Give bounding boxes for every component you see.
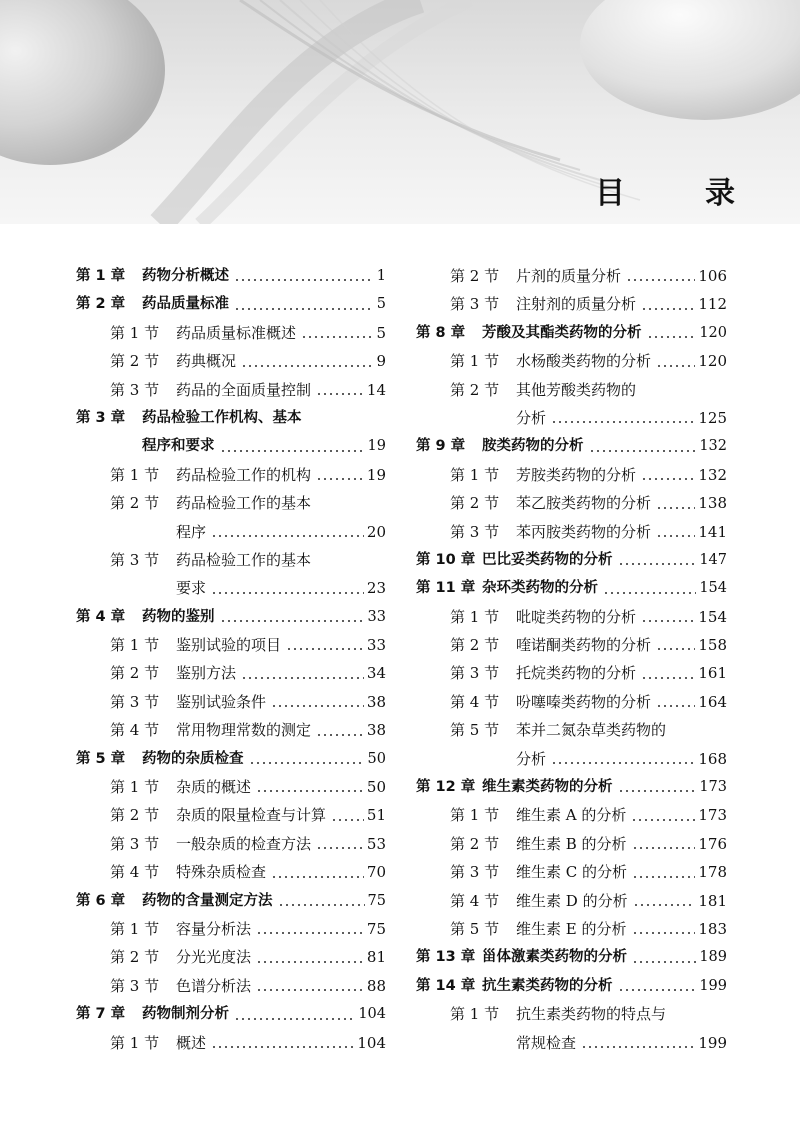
leader-dots	[618, 563, 697, 565]
entry-number: 第 10 章	[416, 551, 476, 568]
entry-title: 药品质量标准概述	[176, 323, 297, 342]
leader-dots	[632, 876, 695, 878]
page-number: 88	[366, 976, 386, 995]
page-number: 33	[366, 636, 386, 655]
entry-title: 色谱分析法	[176, 976, 252, 995]
entry-number: 第 3 节	[110, 380, 160, 399]
leader-dots	[211, 1046, 354, 1048]
entry-title: 片剂的质量分析	[516, 266, 622, 285]
entry-title: 甾体激素类药物的分析	[482, 949, 627, 966]
page-number: 5	[376, 296, 386, 313]
title-char-1: 目	[595, 176, 625, 211]
entry-number: 第 1 节	[450, 1005, 500, 1024]
entry-number: 第 2 节	[450, 636, 500, 655]
entry-number: 第 7 章	[76, 1006, 126, 1023]
toc-section-entry[interactable]	[416, 290, 727, 318]
toc-section-entry[interactable]	[416, 688, 727, 716]
toc-chapter-entry[interactable]	[416, 773, 727, 801]
entry-title: 维生素 E 的分析	[516, 919, 627, 938]
leader-dots	[656, 535, 695, 537]
toc-section-entry[interactable]	[416, 915, 727, 943]
toc-section-entry[interactable]	[76, 830, 386, 858]
toc-section-entry[interactable]	[416, 347, 727, 375]
toc-section-entry[interactable]	[416, 1029, 727, 1057]
page-number: 75	[367, 892, 386, 909]
entry-title: 杂质的概述	[176, 778, 252, 797]
entry-title: 吩噻嗪类药物的分析	[516, 692, 652, 711]
page-number: 181	[698, 891, 727, 910]
toc-section-entry[interactable]	[76, 1029, 386, 1057]
page-number: 81	[366, 948, 386, 967]
entry-number: 第 12 章	[416, 779, 476, 796]
page-number: 50	[366, 778, 386, 797]
toc-chapter-entry[interactable]	[416, 574, 727, 602]
entry-number: 第 1 节	[450, 465, 500, 484]
entry-title: 维生素 C 的分析	[516, 863, 628, 882]
entry-title: 容量分析法	[176, 919, 252, 938]
toc-chapter-entry[interactable]	[416, 546, 727, 574]
entry-title: 程序和要求	[142, 438, 215, 455]
toc-section-entry[interactable]	[76, 972, 386, 1000]
entry-title: 药品检验工作的基本	[176, 494, 312, 513]
leader-dots	[249, 762, 365, 764]
page-number: 161	[698, 664, 727, 683]
entry-title: 芳酸及其酯类药物的分析	[482, 324, 642, 341]
toc-section-entry[interactable]	[416, 887, 727, 915]
leader-dots	[632, 961, 696, 963]
page-number: 164	[698, 692, 727, 711]
entry-number: 第 5 章	[76, 750, 126, 767]
leader-dots	[278, 904, 365, 906]
toc-section-entry[interactable]	[76, 489, 386, 517]
page-number: 50	[367, 750, 386, 767]
toc-section-entry[interactable]	[416, 830, 727, 858]
leader-dots	[220, 620, 365, 622]
toc-title	[595, 165, 735, 215]
page-number: 183	[698, 919, 727, 938]
entry-number: 第 2 节	[450, 380, 500, 399]
entry-title: 胺类药物的分析	[482, 438, 584, 455]
leader-dots	[618, 989, 697, 991]
entry-number: 第 1 节	[450, 352, 500, 371]
toc-section-entry[interactable]	[76, 915, 386, 943]
entry-number: 第 2 节	[110, 352, 160, 371]
entry-title: 芳胺类药物的分析	[516, 465, 637, 484]
leader-dots	[316, 847, 364, 849]
toc-section-entry[interactable]	[76, 801, 386, 829]
leader-dots	[271, 705, 364, 707]
toc-section-entry[interactable]	[416, 489, 727, 517]
page-number: 70	[366, 863, 386, 882]
toc-right-column	[416, 262, 727, 1057]
entry-title: 特殊杂质检查	[176, 863, 267, 882]
page-number: 189	[699, 949, 727, 966]
toc-section-entry[interactable]	[76, 858, 386, 886]
page-number: 125	[698, 408, 727, 427]
entry-number: 第 1 节	[450, 806, 500, 825]
page-number: 120	[699, 324, 727, 341]
entry-number: 第 2 节	[110, 664, 160, 683]
toc-section-entry[interactable]	[416, 376, 727, 404]
toc-chapter-entry[interactable]	[76, 887, 386, 915]
entry-number: 第 4 节	[110, 863, 160, 882]
entry-number: 第 1 节	[110, 1033, 160, 1052]
page-number: 23	[366, 579, 386, 598]
leader-dots	[316, 478, 364, 480]
toc-section-entry[interactable]	[76, 773, 386, 801]
leader-dots	[647, 336, 697, 338]
entry-number: 第 5 节	[450, 721, 500, 740]
toc-chapter-entry[interactable]	[416, 319, 727, 347]
leader-dots	[256, 961, 364, 963]
page-number: 178	[698, 863, 727, 882]
toc-section-entry[interactable]	[76, 688, 386, 716]
entry-number: 第 5 节	[450, 919, 500, 938]
leader-dots	[551, 762, 695, 764]
leader-dots	[589, 450, 697, 452]
page-number: 106	[698, 266, 727, 285]
entry-number: 第 2 节	[110, 948, 160, 967]
entry-number: 第 4 章	[76, 608, 126, 625]
entry-title: 鉴别方法	[176, 664, 237, 683]
toc-section-entry[interactable]	[416, 1000, 727, 1028]
leader-dots	[211, 535, 364, 537]
entry-title: 吡啶类药物的分析	[516, 607, 637, 626]
toc-chapter-entry[interactable]	[76, 404, 386, 432]
leader-dots	[241, 365, 373, 367]
entry-number: 第 3 节	[110, 692, 160, 711]
toc-section-entry[interactable]	[76, 319, 386, 347]
leader-dots	[551, 421, 695, 423]
page-number: 19	[366, 465, 386, 484]
entry-number: 第 8 章	[416, 324, 466, 341]
entry-number: 第 1 章	[76, 267, 126, 284]
toc-chapter-entry[interactable]	[76, 603, 386, 631]
page-number: 173	[699, 779, 727, 796]
page-number: 51	[366, 806, 386, 825]
toc-chapter-entry[interactable]	[76, 290, 386, 318]
entry-number: 第 3 节	[450, 863, 500, 882]
toc-section-entry[interactable]	[76, 376, 386, 404]
toc-left-column	[76, 262, 386, 1057]
leader-dots	[641, 478, 695, 480]
toc-section-entry[interactable]	[76, 574, 386, 602]
leader-dots	[301, 336, 373, 338]
entry-title: 药物制剂分析	[142, 1006, 229, 1023]
entry-number: 第 1 节	[110, 919, 160, 938]
toc-section-entry[interactable]	[416, 801, 727, 829]
page-number: 75	[366, 919, 386, 938]
leader-dots	[632, 932, 696, 934]
entry-number: 第 4 节	[450, 891, 500, 910]
leader-dots	[286, 648, 364, 650]
entry-title: 分析	[516, 749, 547, 768]
entry-title: 药物的含量测定方法	[142, 892, 273, 909]
leader-dots	[603, 592, 696, 594]
toc-chapter-entry[interactable]	[76, 432, 386, 460]
leader-dots	[641, 677, 695, 679]
page-number: 154	[698, 607, 727, 626]
entry-title: 水杨酸类药物的分析	[516, 352, 652, 371]
leader-dots	[656, 365, 695, 367]
toc-section-entry[interactable]	[416, 659, 727, 687]
entry-number: 第 1 节	[110, 636, 160, 655]
entry-title: 药物的杂质检查	[142, 750, 244, 767]
entry-title: 鉴别试验条件	[176, 692, 267, 711]
entry-title: 药物的鉴别	[142, 608, 215, 625]
entry-number: 第 1 节	[110, 778, 160, 797]
page-number: 138	[698, 494, 727, 513]
toc-section-entry[interactable]	[416, 745, 727, 773]
entry-number: 第 3 节	[450, 522, 500, 541]
entry-title: 维生素 D 的分析	[516, 891, 628, 910]
page-number: 176	[698, 834, 727, 853]
entry-number: 第 11 章	[416, 580, 476, 597]
entry-number: 第 3 节	[110, 976, 160, 995]
toc-section-entry[interactable]	[416, 716, 727, 744]
toc-chapter-entry[interactable]	[416, 943, 727, 971]
leader-dots	[656, 705, 695, 707]
entry-title: 程序	[176, 522, 207, 541]
page-number: 168	[698, 749, 727, 768]
entry-number: 第 2 节	[450, 834, 500, 853]
entry-title: 药品检验工作的机构	[176, 465, 312, 484]
toc-section-entry[interactable]	[76, 943, 386, 971]
leader-dots	[234, 279, 374, 281]
entry-title: 维生素类药物的分析	[482, 779, 613, 796]
page-number: 19	[367, 438, 386, 455]
leader-dots	[656, 507, 695, 509]
entry-number: 第 3 节	[450, 295, 500, 314]
leader-dots	[626, 279, 695, 281]
toc-section-entry[interactable]	[76, 461, 386, 489]
entry-title: 杂质的限量检查与计算	[176, 806, 327, 825]
entry-title: 分光光度法	[176, 948, 252, 967]
toc-section-entry[interactable]	[76, 518, 386, 546]
entry-title: 药品检验工作的基本	[176, 550, 312, 569]
leader-dots	[632, 847, 696, 849]
entry-title: 要求	[176, 579, 207, 598]
page-number: 14	[366, 380, 386, 399]
leader-dots	[234, 1018, 355, 1020]
leader-dots	[271, 876, 364, 878]
entry-title: 巴比妥类药物的分析	[482, 551, 613, 568]
leader-dots	[256, 989, 364, 991]
leader-dots	[656, 648, 695, 650]
toc-section-entry[interactable]	[416, 262, 727, 290]
toc-section-entry[interactable]	[416, 404, 727, 432]
leader-dots	[581, 1046, 695, 1048]
page-number: 1	[376, 267, 386, 284]
entry-number: 第 4 节	[450, 692, 500, 711]
entry-title: 其他芳酸类药物的	[516, 380, 637, 399]
entry-number: 第 4 节	[110, 721, 160, 740]
toc-section-entry[interactable]	[416, 461, 727, 489]
toc-section-entry[interactable]	[76, 631, 386, 659]
entry-number: 第 2 节	[110, 806, 160, 825]
page-number: 132	[698, 465, 727, 484]
leader-dots	[256, 932, 364, 934]
entry-title: 分析	[516, 408, 547, 427]
page-number: 38	[366, 692, 386, 711]
toc-section-entry[interactable]	[416, 631, 727, 659]
entry-title: 抗生素类药物的分析	[482, 977, 613, 994]
toc-section-entry[interactable]	[76, 347, 386, 375]
title-char-2: 录	[705, 176, 735, 211]
page-number: 38	[366, 721, 386, 740]
page-number: 33	[367, 608, 386, 625]
leader-dots	[631, 819, 695, 821]
entry-title: 维生素 B 的分析	[516, 834, 627, 853]
entry-title: 苯丙胺类药物的分析	[516, 522, 652, 541]
toc-section-entry[interactable]	[76, 659, 386, 687]
entry-title: 维生素 A 的分析	[516, 806, 627, 825]
entry-title: 托烷类药物的分析	[516, 664, 637, 683]
page-number: 141	[698, 522, 727, 541]
page-number: 112	[698, 295, 727, 314]
entry-title: 药品检验工作机构、基本	[142, 409, 302, 426]
leader-dots	[633, 904, 696, 906]
leader-dots	[641, 620, 695, 622]
entry-number: 第 3 节	[450, 664, 500, 683]
entry-title: 注射剂的质量分析	[516, 295, 637, 314]
page-number: 9	[376, 352, 386, 371]
page-number: 104	[357, 1033, 386, 1052]
leader-dots	[234, 308, 374, 310]
page-number: 53	[366, 834, 386, 853]
entry-title: 喹诺酮类药物的分析	[516, 636, 652, 655]
toc-chapter-entry[interactable]	[76, 262, 386, 290]
leader-dots	[211, 592, 364, 594]
entry-number: 第 6 章	[76, 892, 126, 909]
page-number: 5	[376, 323, 386, 342]
entry-number: 第 3 节	[110, 834, 160, 853]
leader-dots	[641, 308, 695, 310]
leader-dots	[220, 450, 365, 452]
entry-title: 常用物理常数的测定	[176, 721, 312, 740]
page-number: 154	[699, 580, 727, 597]
toc-section-entry[interactable]	[76, 546, 386, 574]
leader-dots	[316, 734, 364, 736]
leader-dots	[331, 819, 364, 821]
page-number: 20	[366, 522, 386, 541]
entry-number: 第 2 章	[76, 296, 126, 313]
page-number: 147	[699, 551, 727, 568]
toc-chapter-entry[interactable]	[416, 972, 727, 1000]
entry-title: 抗生素类药物的特点与	[516, 1005, 667, 1024]
entry-number: 第 1 节	[450, 607, 500, 626]
entry-title: 杂环类药物的分析	[482, 580, 598, 597]
entry-number: 第 3 节	[110, 550, 160, 569]
leader-dots	[316, 393, 364, 395]
entry-number: 第 1 节	[110, 323, 160, 342]
toc-chapter-entry[interactable]	[76, 745, 386, 773]
page-number: 158	[698, 636, 727, 655]
toc-section-entry[interactable]	[76, 716, 386, 744]
leader-dots	[618, 790, 697, 792]
entry-number: 第 2 节	[450, 266, 500, 285]
entry-number: 第 2 节	[450, 494, 500, 513]
entry-title: 药品质量标准	[142, 296, 229, 313]
toc-section-entry[interactable]	[416, 518, 727, 546]
entry-title: 苯并二氮杂草类药物的	[516, 721, 667, 740]
page-number: 173	[698, 806, 727, 825]
toc-section-entry[interactable]	[416, 603, 727, 631]
entry-number: 第 14 章	[416, 977, 476, 994]
entry-title: 鉴别试验的项目	[176, 636, 282, 655]
entry-title: 概述	[176, 1033, 207, 1052]
entry-title: 一般杂质的检查方法	[176, 834, 312, 853]
leader-dots	[241, 677, 364, 679]
page-number: 199	[699, 977, 727, 994]
entry-number: 第 2 节	[110, 494, 160, 513]
page-number: 199	[698, 1033, 727, 1052]
entry-number: 第 1 节	[110, 465, 160, 484]
page-number: 120	[698, 352, 727, 371]
page-number: 104	[358, 1006, 386, 1023]
entry-title: 药典概况	[176, 352, 237, 371]
page-number: 34	[366, 664, 386, 683]
entry-number: 第 3 章	[76, 409, 126, 426]
entry-title: 药物分析概述	[142, 267, 229, 284]
entry-number: 第 9 章	[416, 438, 466, 455]
page-number: 132	[699, 438, 727, 455]
toc-chapter-entry[interactable]	[76, 1000, 386, 1028]
entry-title: 常规检查	[516, 1033, 577, 1052]
entry-number: 第 13 章	[416, 949, 476, 966]
entry-title: 药品的全面质量控制	[176, 380, 312, 399]
leader-dots	[256, 790, 364, 792]
entry-title: 苯乙胺类药物的分析	[516, 494, 652, 513]
toc-section-entry[interactable]	[416, 858, 727, 886]
toc-chapter-entry[interactable]	[416, 432, 727, 460]
